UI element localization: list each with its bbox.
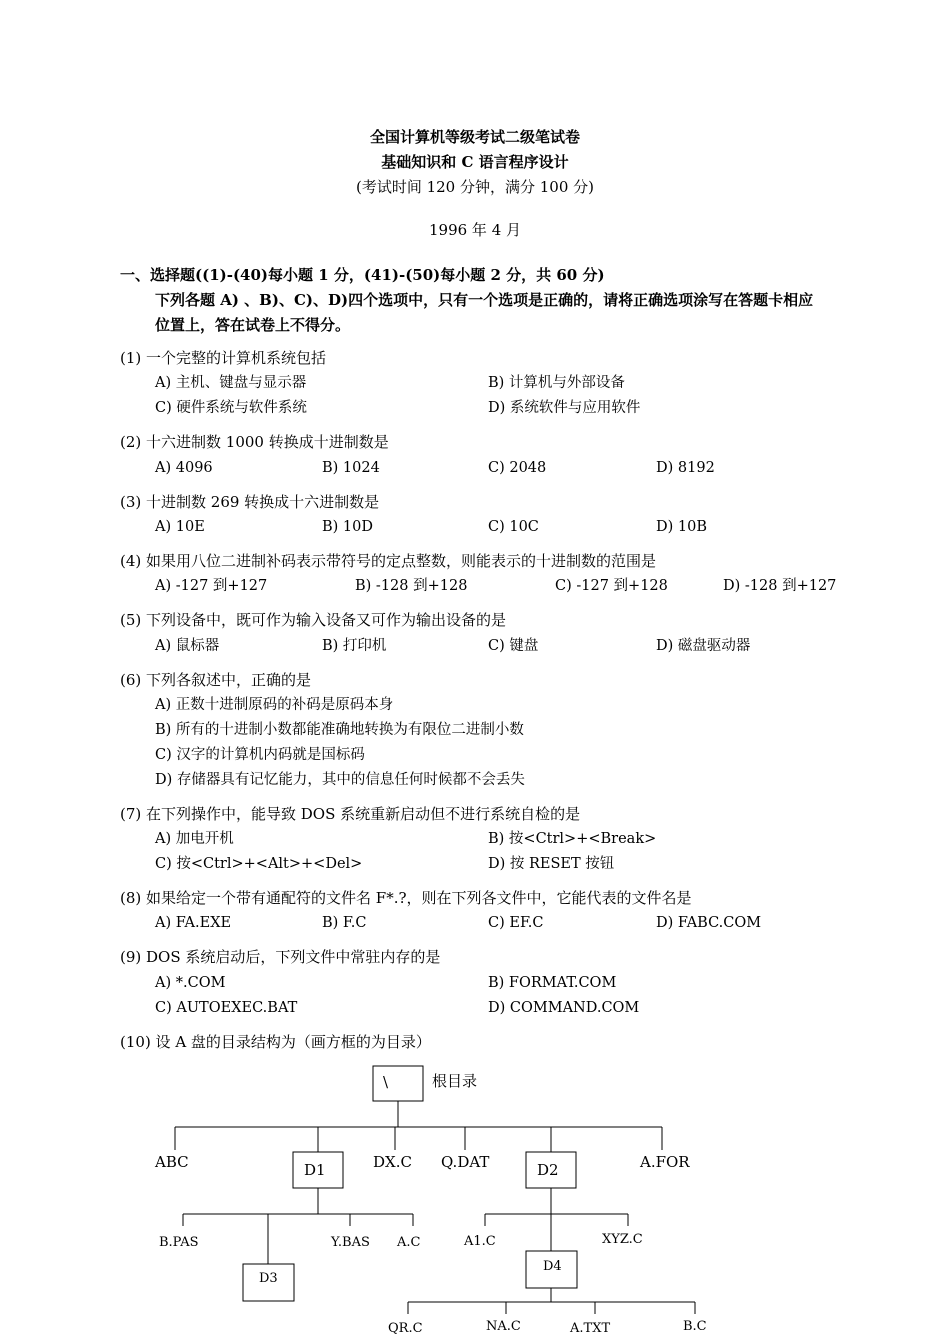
q1-option-c: C) 硬件系统与软件系统 [155,400,307,416]
exam-date: 1996 年 4 月 [428,221,522,239]
q8-option-d: D) FABC.COM [656,915,762,931]
q7-option-d: D) 按 RESET 按钮 [488,856,615,872]
q1-option-b: B) 计算机与外部设备 [488,375,625,391]
q9-option-a: A) *.COM [155,975,226,991]
q3-option-c: C) 10C [488,519,539,535]
q7-option-a: A) 加电开机 [155,831,234,847]
q3-option-b: B) 10D [322,519,373,535]
question-10: (10) 设 A 盘的目录结构为（画方框的为目录） [120,1033,431,1051]
q6-option-c: C) 汉字的计算机内码就是国标码 [155,747,365,763]
question-8: (8) 如果给定一个带有通配符的文件名 F*.?，则在下列各文件中，它能代表的文件名是 [120,889,692,907]
q5-option-d: D) 磁盘驱动器 [656,638,751,654]
dir-d3-label: D3 [259,1271,278,1286]
q6-option-b: B) 所有的十进制小数都能准确地转换为有限位二进制小数 [155,722,524,738]
q5-option-c: C) 键盘 [488,638,539,654]
question-1: (1) 一个完整的计算机系统包括 [120,349,327,367]
exam-subject: 基础知识和 C 语言程序设计 [381,153,569,171]
q9-option-b: B) FORMAT.COM [488,975,617,991]
q1-option-d: D) 系统软件与应用软件 [488,400,641,416]
dir-d2-label: D2 [537,1161,559,1179]
file-a-c: A.C [397,1235,421,1250]
q8-option-b: B) F.C [322,915,367,931]
q8-option-a: A) FA.EXE [155,915,232,931]
exam-duration: (考试时间 120 分钟，满分 100 分) [355,178,595,196]
question-7: (7) 在下列操作中，能导致 DOS 系统重新启动但不进行系统自检的是 [120,805,581,823]
q4-option-a: A) -127 到+127 [155,578,268,594]
file-y-bas: Y.BAS [331,1235,370,1250]
q8-option-c: C) EF.C [488,915,544,931]
question-9: (9) DOS 系统启动后，下列文件中常驻内存的是 [120,948,441,966]
section-heading: 一、选择题((1)-(40)每小题 1 分，(41)-(50)每小题 2 分，共 60 分) [120,266,605,284]
root-dir-box [373,1066,423,1101]
q4-option-d: D) -128 到+127 [723,578,837,594]
file-q-dat: Q.DAT [441,1153,490,1171]
file-b-pas: B.PAS [159,1235,199,1250]
question-5: (5) 下列设备中，既可作为输入设备又可作为输出设备的是 [120,611,507,629]
root-dir-label: \ [383,1073,389,1091]
q6-option-d: D) 存储器具有记忆能力，其中的信息任何时候都不会丢失 [155,772,525,788]
q2-option-b: B) 1024 [322,460,380,476]
dir-d1-label: D1 [304,1161,326,1179]
question-4: (4) 如果用八位二进制补码表示带符号的定点整数，则能表示的十进制数的范围是 [120,552,657,570]
file-b-c: B.C [683,1319,707,1334]
file-a1-c: A1.C [464,1234,496,1249]
q5-option-b: B) 打印机 [322,638,387,654]
q3-option-d: D) 10B [656,519,707,535]
q2-option-d: D) 8192 [656,460,715,476]
q7-option-c: C) 按<Ctrl>+<Alt>+<Del> [155,856,363,872]
q9-option-d: D) COMMAND.COM [488,1000,640,1016]
file-qr-c: QR.C [388,1321,423,1336]
question-6: (6) 下列各叙述中，正确的是 [120,671,312,689]
file-dx-c: DX.C [373,1153,412,1171]
section-instructions-line1: 下列各题 A) 、B)、C)、D)四个选项中，只有一个选项是正确的，请将正确选项涂写在答题卡相应 [155,291,814,309]
file-na-c: NA.C [486,1319,521,1334]
q4-option-b: B) -128 到+128 [355,578,468,594]
q3-option-a: A) 10E [155,519,205,535]
file-a-txt: A.TXT [570,1321,611,1336]
q2-option-a: A) 4096 [155,460,213,476]
file-abc: ABC [155,1153,189,1171]
file-a-for: A.FOR [640,1153,690,1171]
q4-option-c: C) -127 到+128 [555,578,668,594]
question-3: (3) 十进制数 269 转换成十六进制数是 [120,493,380,511]
q5-option-a: A) 鼠标器 [155,638,220,654]
tree-connectors [175,1066,695,1314]
root-dir-caption: 根目录 [432,1072,478,1090]
dir-d4-label: D4 [543,1259,562,1274]
section-instructions-line2: 位置上，答在试卷上不得分。 [155,316,351,334]
q9-option-c: C) AUTOEXEC.BAT [155,1000,298,1016]
q7-option-b: B) 按<Ctrl>+<Break> [488,831,657,847]
q6-option-a: A) 正数十进制原码的补码是原码本身 [155,697,394,713]
question-2: (2) 十六进制数 1000 转换成十进制数是 [120,433,389,451]
q2-option-c: C) 2048 [488,460,547,476]
exam-title: 全国计算机等级考试二级笔试卷 [369,128,580,146]
q1-option-a: A) 主机、键盘与显示器 [155,375,307,391]
file-xyz-c: XYZ.C [602,1232,643,1247]
